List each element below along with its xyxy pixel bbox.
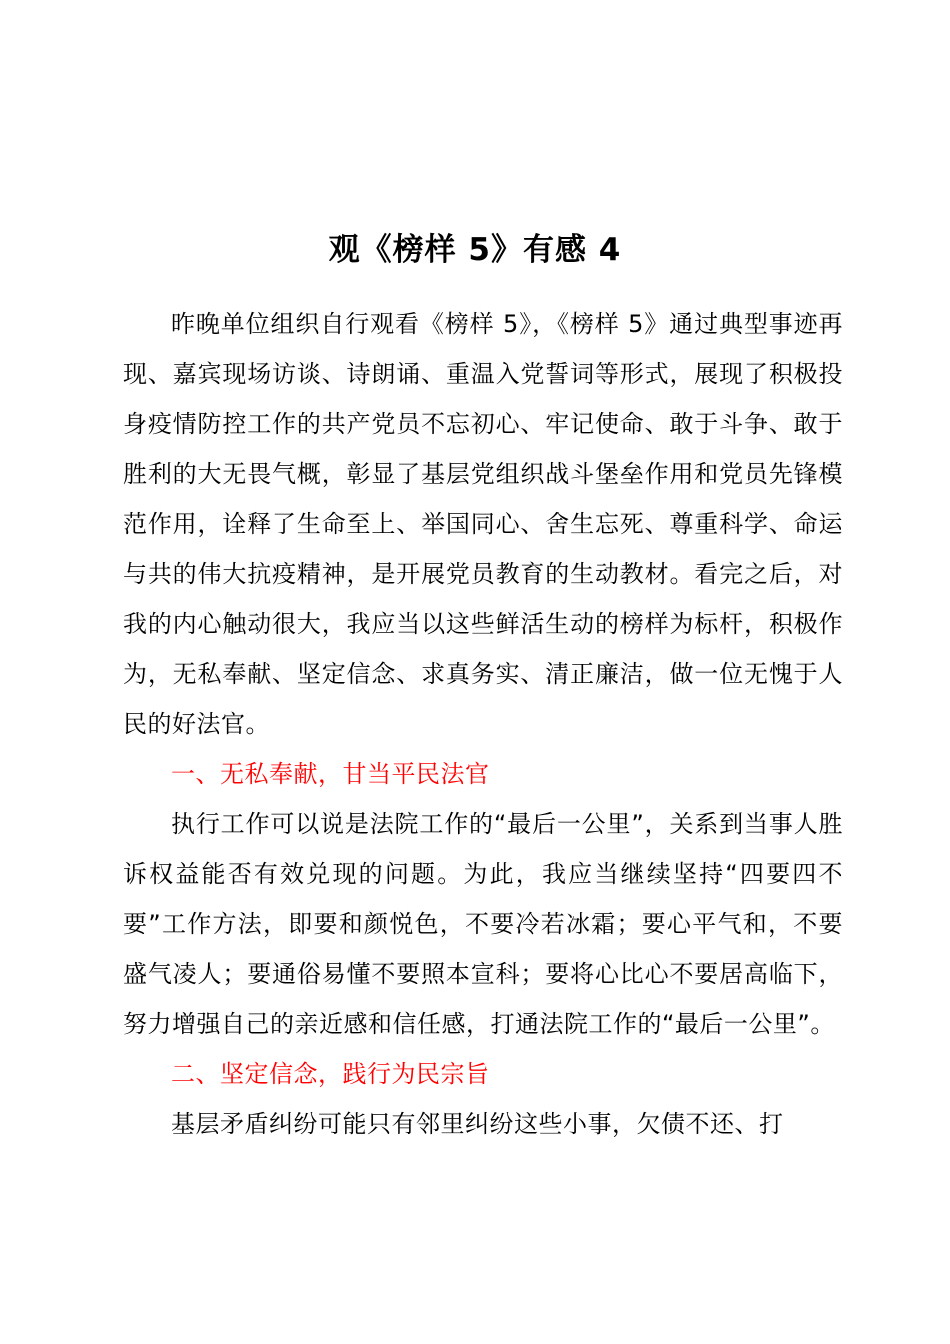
intro-paragraph: 昨晚单位组织自行观看《榜样 5》，《榜样 5》通过典型事迹再现、嘉宾现场访谈、诗朗诵、重温入党誓词等形式，展现了积极投身疫情防控工作的共产党员不忘初心、牢记使命、敢于斗争、敢于胜利的大无畏气概，彰显了基层党组织战斗堡垒作用和党员先锋模范作用，诠释了生命至上、举国同心、舍生忘死、尊重科学、命运与共的伟大抗疫精神，是开展党员教育的生动教材。看完之后，对我的内心触动很大，我应当以这些鲜活生动的榜样为标杆，积极作为，无私奉献、坚定信念、求真务实、清正廉洁，做一位无愧于人民的好法官。 [123, 310, 843, 738]
document-body [123, 299, 843, 1149]
section-heading-1: 一、无私奉献，甘当平民法官 [171, 760, 490, 788]
document-title: 观《榜样 5》有感 4 [328, 232, 622, 268]
section-paragraph-2: 基层矛盾纠纷可能只有邻里纠纷这些小事，欠债不还、打 [171, 1110, 784, 1138]
section-paragraph-1: 执行工作可以说是法院工作的“最后一公里”，关系到当事人胜诉权益能否有效兑现的问题。为此，我应当继续坚持“四要四不要”工作方法，即要和颜悦色，不要冷若冰霜；要心平气和，不要盛气凌人；要通俗易懂不要照本宣科；要将心比心不要居高临下，努力增强自己的亲近感和信任感，打通法院工作的“最后一公里”。 [123, 810, 843, 1038]
section-heading-2: 二、坚定信念，践行为民宗旨 [171, 1060, 490, 1088]
